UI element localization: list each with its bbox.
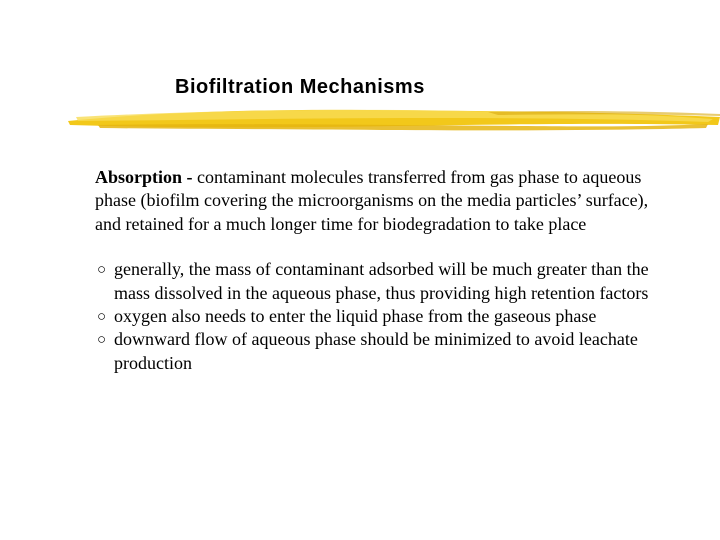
absorption-term: Absorption - [95,167,193,187]
list-item [95,305,655,328]
absorption-description: contaminant molecules transferred from gas phase to aqueous phase (biofilm covering the microorganisms on the media particles’ surface), and retained for a much longer time for biodegradation to take place [95,167,649,234]
slide-title: Biofiltration Mechanisms [175,76,425,98]
list-item [95,258,655,305]
absorption-definition [95,166,655,236]
bullet-text: downward flow of aqueous phase should be minimized to avoid leachate production [114,329,638,373]
circle-bullet-icon: ○ [97,332,107,349]
bullet-text: oxygen also needs to enter the liquid phase from the gaseous phase [114,306,597,327]
title-underline-brush [68,103,720,135]
bullet-list [95,258,655,375]
circle-bullet-icon: ○ [97,309,107,326]
circle-bullet-icon: ○ [97,262,107,279]
bullet-text: generally, the mass of contaminant adsorbed will be much greater than the mass dissolved in the aqueous phase, thus providing high retention factors [114,259,649,303]
list-item [95,328,655,375]
slide-body [95,166,655,375]
